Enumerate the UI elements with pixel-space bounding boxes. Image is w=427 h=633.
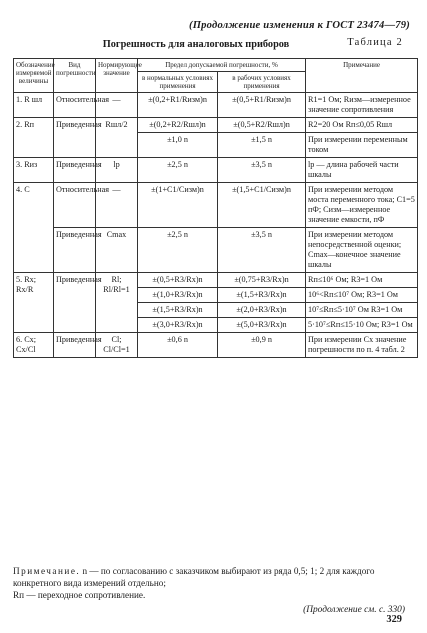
note-text: n — по согласованию с заказчиком выбирают из ряда 0,5; 1; 2 для каждого конкретного вида измерений отдельно; (13, 566, 375, 588)
col-header-error-type: Вид погрешности (54, 59, 96, 93)
cell-note: При измерении Cх значение погрешности по п. 4 табл. 2 (306, 333, 418, 358)
cell-working-limit: ±0,9 n (218, 333, 306, 358)
cell-norm-value: — (96, 93, 138, 118)
cell-note: 10⁷≤Rп≤5·10⁷ Ом R3=1 Ом (306, 303, 418, 318)
error-table (13, 58, 418, 358)
cell-working-limit: ±(2,0+R3/Rх)n (218, 303, 306, 318)
cell-note: При измерении методом непосредственной оценки; Cmax—конечное значение шкалы (306, 228, 418, 273)
cell-normal-limit: ±2,5 n (138, 158, 218, 183)
page-number: 329 (386, 614, 402, 625)
col-header-working: в рабочих условиях применения (218, 72, 306, 93)
col-header-note: Примечание (306, 59, 418, 93)
cell-norm-value: Cl; Cl/Cl=1 (96, 333, 138, 358)
col-header-designation: Обозначение измеряемой величины (14, 59, 54, 93)
cell-note: lр — длина рабочей части шкалы (306, 158, 418, 183)
cell-working-limit: ±(0,5+R1/Rизм)n (218, 93, 306, 118)
cell-normal-limit: ±(0,5+R3/Rх)n (138, 273, 218, 288)
cell-designation: 6. Cх; Cх/Cl (14, 333, 54, 358)
cell-normal-limit: ±(1,5+R3/Rх)n (138, 303, 218, 318)
table-header-row-1 (14, 59, 418, 72)
cell-note: R1=1 Ом; Rизм—измеренное значение сопротивления (306, 93, 418, 118)
cell-working-limit: ±1,5 n (218, 133, 306, 158)
col-header-norm-value: Нормирующее значение (96, 59, 138, 93)
cell-error-type: Приведенная (54, 228, 96, 273)
cell-working-limit: ±(0,5+R2/Rшл)n (218, 118, 306, 133)
cell-error-type: Приведенная (54, 118, 96, 133)
cell-note: R2=20 Ом Rп≤0,05 Rшл (306, 118, 418, 133)
cell-designation (14, 228, 54, 273)
cell-normal-limit: ±(0,2+R1/Rизм)n (138, 93, 218, 118)
table-row (14, 158, 418, 183)
table-row (14, 228, 418, 273)
cell-norm-value: lр (96, 158, 138, 183)
table-row (14, 118, 418, 133)
cell-error-type: Приведенная (54, 158, 96, 183)
table-row (14, 273, 418, 288)
col-header-normal: в нормальных условиях применения (138, 72, 218, 93)
cell-designation: 2. Rп (14, 118, 54, 133)
cell-note: Rп≤10⁶ Ом; R3=1 Ом (306, 273, 418, 288)
cell-normal-limit: ±(1,0+R3/Rх)n (138, 288, 218, 303)
cell-note: 10⁶<Rп≤10⁷ Ом; R3=1 Ом (306, 288, 418, 303)
cell-note: При измерении методом моста переменного тока; C1=5 пФ; Cизм—измеренное значение емкости, пФ (306, 183, 418, 228)
continuation-header: (Продолжение изменения к ГОСТ 23474—79) (188, 20, 410, 31)
cell-normal-limit: ±0,6 n (138, 333, 218, 358)
col-header-error-limit: Предел допускаемой погрешности, % (138, 59, 306, 72)
note-prefix: Примечание. (13, 566, 81, 576)
cell-working-limit: ±(0,75+R3/Rх)n (218, 273, 306, 288)
cell-error-type: Относительная (54, 183, 96, 228)
cell-working-limit: ±3,5 n (218, 158, 306, 183)
cell-note: 5·10⁷≤Rп≤15·10 Ом; R3=1 Ом (306, 318, 418, 333)
cell-normal-limit: ±1,0 n (138, 133, 218, 158)
cell-norm-value: Cmax (96, 228, 138, 273)
cell-normal-limit: ±(0,2+R2/Rшл)n (138, 118, 218, 133)
cell-error-type: Относительная (54, 93, 96, 118)
cell-error-type: Приведенная (54, 333, 96, 358)
cell-note: При измерении переменным током (306, 133, 418, 158)
cell-normal-limit: ±2,5 n (138, 228, 218, 273)
table-row (14, 93, 418, 118)
cell-normal-limit: ±(1+C1/Cизм)n (138, 183, 218, 228)
table-row (14, 183, 418, 228)
cell-working-limit: ±(1,5+C1/Cизм)n (218, 183, 306, 228)
table-row (14, 333, 418, 358)
cell-normal-limit: ±(3,0+R3/Rх)n (138, 318, 218, 333)
cell-designation: 1. R шл (14, 93, 54, 118)
cell-designation: 4. C (14, 183, 54, 228)
continuation-note: (Продолжение см. с. 330) (303, 605, 405, 615)
table-row (14, 133, 418, 158)
cell-working-limit: ±(5,0+R3/Rх)n (218, 318, 306, 333)
table-footnote (13, 565, 417, 601)
cell-designation (14, 133, 54, 158)
cell-working-limit: ±3,5 n (218, 228, 306, 273)
note-text-2: Rп — переходное сопротивление. (13, 590, 146, 600)
cell-error-type: Приведенная (54, 273, 96, 333)
cell-error-type (54, 133, 96, 158)
cell-norm-value: Rl; Rl/Rl=1 (96, 273, 138, 333)
cell-norm-value (96, 133, 138, 158)
cell-norm-value: — (96, 183, 138, 228)
table-title: Погрешность для аналоговых приборов (102, 39, 290, 50)
table-label: Таблица 2 (347, 37, 403, 48)
cell-designation: 3. Rиз (14, 158, 54, 183)
cell-norm-value: Rшл/2 (96, 118, 138, 133)
cell-designation: 5. Rх; Rх/R (14, 273, 54, 333)
cell-working-limit: ±(1,5+R3/Rх)n (218, 288, 306, 303)
